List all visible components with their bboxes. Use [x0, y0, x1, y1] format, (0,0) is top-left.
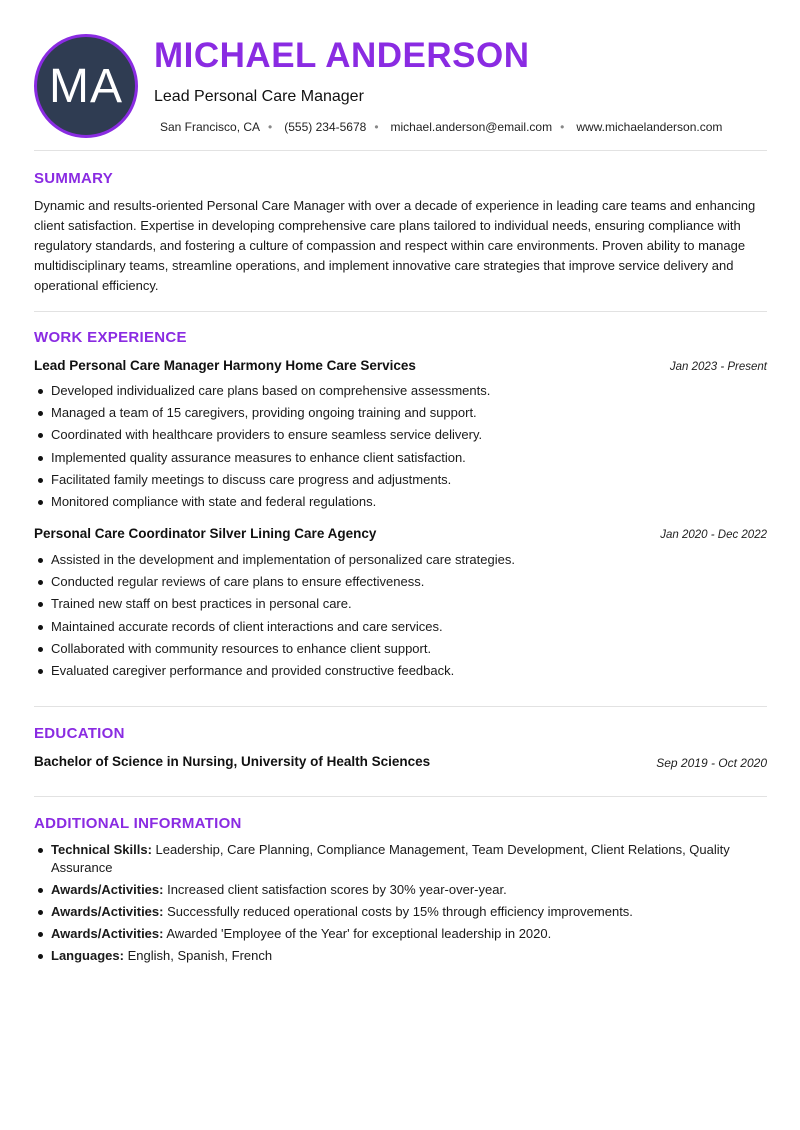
education-heading: EDUCATION [34, 725, 125, 742]
list-item: Facilitated family meetings to discuss care progress and adjustments. [34, 469, 769, 491]
contact-info [160, 120, 722, 134]
list-item: Developed individualized care plans based on comprehensive assessments. [34, 380, 769, 402]
contact-location: San Francisco, CA [160, 120, 261, 134]
contact-phone[interactable]: (555) 234-5678 [284, 120, 367, 134]
additional-info-list [34, 841, 769, 969]
separator-dot-icon: • [374, 120, 379, 134]
summary-heading: SUMMARY [34, 170, 114, 187]
item-label: Languages: [51, 948, 124, 963]
summary-text: Dynamic and results-oriented Personal Care Manager with over a decade of experience in leading care teams and enhancing client satisfaction. Expertise in developing comprehensive care plans tailored to individual needs, ensuring compliance with regulatory standards, and fostering a culture of compassion and respect within care environments. Proven ability to manage multidisciplinary teams, streamline operations, and implement innovative care strategies that improve service delivery and operational efficiency. [34, 198, 756, 293]
list-item: Maintained accurate records of client interactions and care services. [34, 616, 769, 638]
list-item: Implemented quality assurance measures to enhance client satisfaction. [34, 447, 769, 469]
contact-website[interactable]: www.michaelanderson.com [576, 120, 723, 134]
item-text: English, Spanish, French [123, 948, 273, 963]
list-item: Trained new staff on best practices in personal care. [34, 593, 769, 615]
item-label: Awards/Activities: [51, 926, 164, 941]
item-text: Leadership, Care Planning, Compliance Management, Team Development, Client Relations, Quality Assurance [51, 842, 730, 875]
list-item [34, 947, 769, 965]
list-item [34, 841, 769, 877]
separator-dot-icon: • [560, 120, 565, 134]
list-item: Managed a team of 15 caregivers, providing ongoing training and support. [34, 402, 769, 424]
item-label: Awards/Activities: [51, 904, 164, 919]
list-item [34, 881, 769, 899]
additional-info-heading: ADDITIONAL INFORMATION [34, 815, 242, 832]
separator-dot-icon: • [268, 120, 273, 134]
item-text: Successfully reduced operational costs by 15% through efficiency improvements. [163, 904, 633, 919]
item-label: Technical Skills: [51, 842, 152, 857]
list-item: Conducted regular reviews of care plans to ensure effectiveness. [34, 571, 769, 593]
list-item [34, 925, 769, 943]
section-divider [34, 150, 767, 151]
list-item: Collaborated with community resources to enhance client support. [34, 638, 769, 660]
job-dates: Jan 2020 - Dec 2022 [660, 529, 767, 541]
section-divider [34, 796, 767, 797]
list-item: Evaluated caregiver performance and provided constructive feedback. [34, 660, 769, 682]
list-item: Assisted in the development and implementation of personalized care strategies. [34, 549, 769, 571]
candidate-headline: Lead Personal Care Manager [154, 88, 364, 105]
section-divider [34, 706, 767, 707]
job-dates: Jan 2023 - Present [669, 361, 767, 373]
avatar: MA [34, 34, 138, 138]
contact-email[interactable]: michael.anderson@email.com [390, 120, 553, 134]
job-heading: Lead Personal Care Manager Harmony Home Care Services [34, 358, 416, 373]
education-degree: Bachelor of Science in Nursing, University of Health Sciences [34, 754, 431, 769]
list-item: Monitored compliance with state and federal regulations. [34, 491, 769, 513]
job-bullets [34, 380, 769, 513]
section-divider [34, 311, 767, 312]
candidate-name: MICHAEL ANDERSON [154, 36, 530, 75]
education-dates: Sep 2019 - Oct 2020 [656, 756, 767, 770]
item-text: Increased client satisfaction scores by 30% year-over-year. [163, 882, 507, 897]
experience-heading: WORK EXPERIENCE [34, 329, 187, 346]
item-label: Awards/Activities: [51, 882, 164, 897]
resume-header [0, 0, 800, 150]
list-item: Coordinated with healthcare providers to ensure seamless service delivery. [34, 424, 769, 446]
list-item [34, 903, 769, 921]
job-heading: Personal Care Coordinator Silver Lining Care Agency [34, 526, 377, 541]
job-bullets [34, 549, 769, 682]
item-text: Awarded 'Employee of the Year' for exceptional leadership in 2020. [163, 926, 552, 941]
